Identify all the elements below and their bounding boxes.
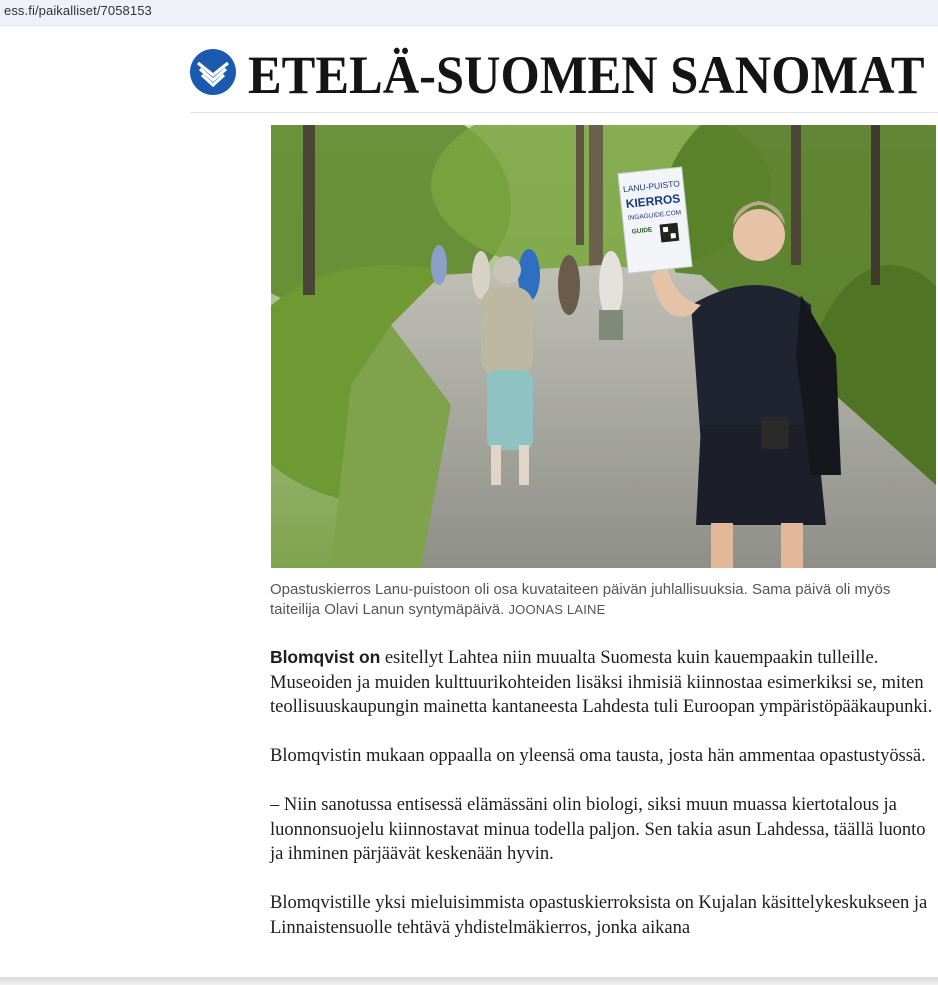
ess-chevron-logo-icon[interactable]: [190, 49, 236, 95]
tour-group-photo: [271, 125, 936, 568]
browser-address-bar[interactable]: [0, 0, 938, 26]
site-brand-title[interactable]: ETELÄ-SUOMEN SANOMAT: [248, 45, 925, 105]
paragraph-1: [270, 645, 934, 720]
paragraph-3: – Niin sanotussa entisessä elämässäni olin biologi, siksi muun muassa kiertotalous ja luonnonsuojelu kiinnostavat minua todella paljon. Sen takia asun Lahdessa, täällä luonto ja ihminen pärjäävät keskenään hyvin.: [270, 794, 926, 864]
article-body: [270, 645, 934, 965]
window-bottom-edge: [0, 977, 938, 985]
paragraph-lead: Blomqvist on: [270, 647, 381, 667]
masthead: [190, 44, 938, 106]
paragraph-2: Blomqvistin mukaan oppaalla on yleensä oma tausta, josta hän ammentaa opastustyössä.: [270, 745, 926, 766]
paragraph-4: Blomqvistille yksi mieluisimmista opastuskierroksista on Kujalan käsittelykeskukseen ja Linnaistensuolle tehtävä yhdistelmäkierros, jonka aikana: [270, 892, 928, 938]
masthead-divider: [190, 112, 938, 113]
sign-line-1: LANU-PUISTO: [622, 178, 681, 195]
photo-credit: JOONAS LAINE: [508, 602, 606, 617]
paragraph-1-text: esitellyt Lahtea niin muualta Suomesta kuin kauempaakin tulleille. Museoiden ja muiden kulttuurikohteiden lisäksi ihmisiä kiinnostaa esimerkiksi se, miten teollisuuskaupungin mainetta kantaneesta Lahdesta tuli Euroopan ympäristöpääkaupunki.: [270, 647, 933, 717]
url-text[interactable]: ess.fi/paikalliset/7058153: [4, 3, 152, 18]
sign-line-3: INGAGUIDE.COM: [627, 209, 682, 222]
article-photo: [271, 125, 936, 568]
photo-caption: [270, 580, 930, 620]
caption-text: Opastuskierros Lanu-puistoon oli osa kuvataiteen päivän juhlallisuuksia. Sama päivä oli myös taiteilija Olavi Lanun syntymäpäivä.: [270, 581, 891, 618]
sign-line-4: GUIDE: [631, 226, 653, 236]
sign-line-2: KIERROS: [625, 191, 681, 212]
